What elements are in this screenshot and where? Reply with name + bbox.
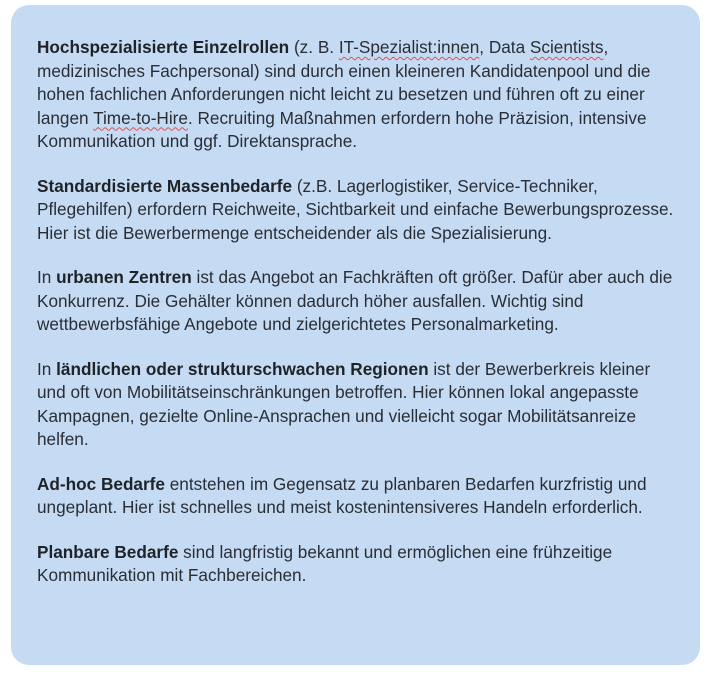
text-segment: , medizinisches Fachpersonal) sind durch einen kleineren Kandidatenpool und die hohen fachlichen Anforderungen nicht leicht zu besetzen und führen oft zu einer langen <box>37 37 651 128</box>
term-adhoc-demand: Ad-hoc Bedarfe <box>37 473 165 494</box>
text-segment: , Data <box>479 37 530 57</box>
text-segment: sind langfristig bekannt und ermöglichen eine frühzeitige Kommunikation mit Fachbereichen. <box>37 541 613 585</box>
text-segment: . Recruiting Maßnahmen erfordern hohe Präzision, intensive Kommunikation und ggf. Direktansprache. <box>37 107 647 151</box>
term-plannable-demand: Planbare Bedarfe <box>37 541 179 562</box>
term-mass-demand: Standardisierte Massenbedarfe <box>37 175 293 196</box>
text-segment: In <box>37 267 57 287</box>
spellcheck-word: Scientists <box>529 37 604 57</box>
text-segment: (z.B. Lagerlogistiker, Service-Techniker, Pflegehilfen) erfordern Reichweite, Sichtbarkeit und einfache Bewerbungsprozesse. Hier ist die Bewerbermenge entscheidender als die Spezialisierung. <box>37 175 674 243</box>
text-segment: ist das Angebot an Fachkräften oft größer. Dafür aber auch die Konkurrenz. Die Gehälter können dadurch höher ausfallen. Wichtig sind wettbewerbsfähige Angebote und zielgerichtetes Personalmarketing. <box>37 267 673 334</box>
text-segment: entstehen im Gegensatz zu planbaren Bedarfen kurzfristig und ungeplant. Hier ist schnelles und meist kostenintensiveres Handeln erforderlich. <box>37 473 647 517</box>
spellcheck-word: IT-Spezialist:innen <box>338 37 480 57</box>
term-specialized-roles: Hochspezialisierte Einzelrollen <box>37 37 290 57</box>
text-segment: ist der Bewerberkreis kleiner und oft von Mobilitätseinschränkungen betroffen. Hier können lokal angepasste Kampagnen, gezielte Online-Ansprachen und vielleicht sogar Mobilitätsanreize helfen. <box>37 358 651 449</box>
paragraph-specialized-roles <box>37 36 680 154</box>
paragraph-urban-centers <box>37 266 680 337</box>
text-segment: In <box>37 358 57 379</box>
paragraph-adhoc-demand <box>37 473 680 520</box>
term-rural-regions: ländlichen oder strukturschwachen Regionen <box>56 358 429 379</box>
spellcheck-word: Time-to-Hire <box>93 107 188 128</box>
info-card <box>11 5 700 665</box>
paragraph-plannable-demand <box>37 541 680 588</box>
text-segment: (z. B. <box>289 37 339 57</box>
term-urban-centers: urbanen Zentren <box>56 267 192 287</box>
paragraph-mass-demand <box>37 175 680 246</box>
paragraph-rural-regions <box>37 358 680 452</box>
